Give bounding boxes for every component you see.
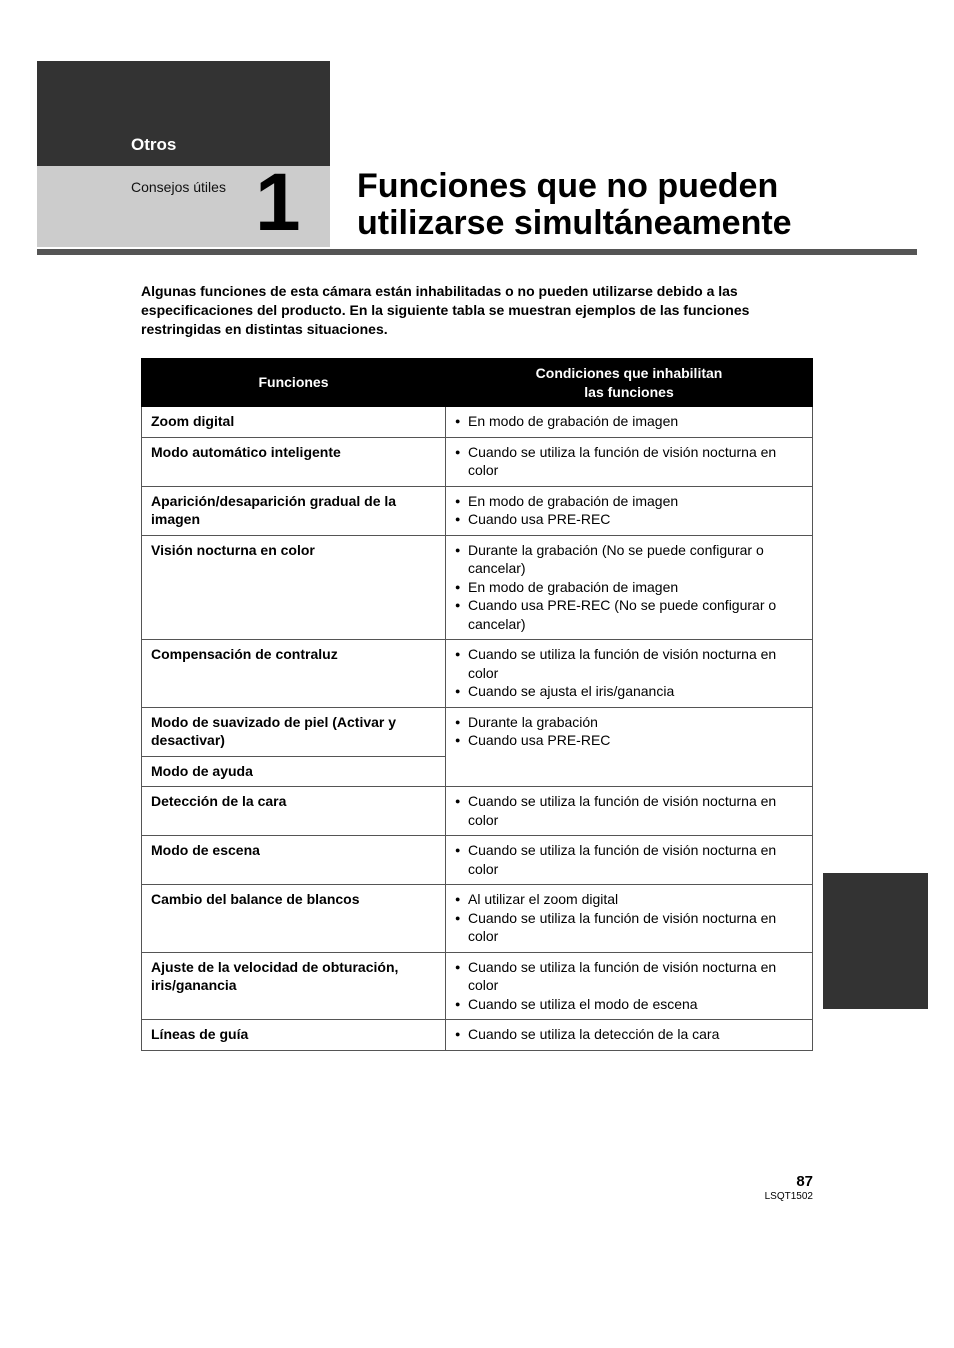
table-row <box>142 437 813 486</box>
column-header-functions: Funciones <box>142 359 446 407</box>
condition-item: ● En modo de grabación de imagen <box>455 412 804 431</box>
condition-item: ● Cuando usa PRE-REC (No se puede configurar o cancelar) <box>455 596 804 633</box>
section-title: Otros <box>131 135 177 154</box>
topic-number: 1 <box>255 157 301 248</box>
condition-item: ● Cuando se utiliza la función de visión nocturna en color <box>455 645 804 682</box>
subsection-title: Consejos útiles <box>131 179 226 195</box>
table-row <box>142 640 813 708</box>
table-header-row <box>142 359 813 407</box>
conditions-cell <box>446 707 813 787</box>
conditions-cell <box>446 952 813 1020</box>
function-cell: Modo de ayuda <box>142 756 446 787</box>
condition-item: ● Cuando se utiliza la función de visión nocturna en color <box>455 958 804 995</box>
table-row <box>142 885 813 953</box>
conditions-cell <box>446 407 813 438</box>
conditions-cell <box>446 486 813 535</box>
column-header-conditions-line2: las funciones <box>584 383 674 400</box>
conditions-cell <box>446 1020 813 1051</box>
conditions-cell <box>446 885 813 953</box>
function-cell: Modo automático inteligente <box>142 437 446 486</box>
table-row <box>142 486 813 535</box>
function-cell: Líneas de guía <box>142 1020 446 1051</box>
page-number: 87 <box>796 1173 813 1190</box>
column-header-conditions-line1: Condiciones que inhabilitan <box>535 364 723 381</box>
document-code: LSQT1502 <box>764 1191 813 1202</box>
conditions-cell <box>446 787 813 836</box>
function-cell: Zoom digital <box>142 407 446 438</box>
condition-item: ● Cuando se utiliza la función de visión nocturna en color <box>455 909 804 946</box>
condition-item: ● Durante la grabación (No se puede configurar o cancelar) <box>455 541 804 578</box>
function-cell: Ajuste de la velocidad de obturación, iris/ganancia <box>142 952 446 1020</box>
column-header-conditions <box>446 359 813 407</box>
restrictions-table <box>141 358 813 1051</box>
chapter-side-tab <box>823 873 928 1009</box>
condition-item: ● Cuando se utiliza la función de visión nocturna en color <box>455 841 804 878</box>
table-row <box>142 407 813 438</box>
function-cell: Compensación de contraluz <box>142 640 446 708</box>
function-cell: Modo de escena <box>142 836 446 885</box>
conditions-cell <box>446 535 813 640</box>
function-cell: Aparición/desaparición gradual de la imagen <box>142 486 446 535</box>
table-row <box>142 535 813 640</box>
conditions-cell <box>446 437 813 486</box>
table-row <box>142 787 813 836</box>
function-cell: Detección de la cara <box>142 787 446 836</box>
condition-item: ● Durante la grabación <box>455 713 804 732</box>
section-header-band <box>37 61 330 166</box>
condition-item: ● Cuando se utiliza la función de visión nocturna en color <box>455 792 804 829</box>
intro-paragraph: Algunas funciones de esta cámara están inhabilitadas o no pueden utilizarse debido a las especificaciones del producto. En la siguiente tabla se muestran ejemplos de las funciones restringidas en distintas situaciones. <box>141 283 750 337</box>
page-title-line2: utilizarse simultáneamente <box>357 204 792 242</box>
condition-item: ● Cuando se utiliza la detección de la cara <box>455 1025 804 1044</box>
conditions-cell <box>446 640 813 708</box>
condition-item: ● Cuando usa PRE-REC <box>455 731 804 750</box>
condition-item: ● En modo de grabación de imagen <box>455 492 804 511</box>
conditions-cell <box>446 836 813 885</box>
page-title <box>357 168 917 242</box>
title-divider <box>37 249 917 255</box>
condition-item: ● Cuando usa PRE-REC <box>455 510 804 529</box>
table-row <box>142 836 813 885</box>
condition-item: ● Cuando se ajusta el iris/ganancia <box>455 682 804 701</box>
function-cell: Modo de suavizado de piel (Activar y desactivar) <box>142 707 446 756</box>
table-row <box>142 952 813 1020</box>
function-cell: Cambio del balance de blancos <box>142 885 446 953</box>
table-row <box>142 707 813 756</box>
condition-item: ● Cuando se utiliza el modo de escena <box>455 995 804 1014</box>
condition-item: ● Al utilizar el zoom digital <box>455 890 804 909</box>
condition-item: ● Cuando se utiliza la función de visión nocturna en color <box>455 443 804 480</box>
function-cell: Visión nocturna en color <box>142 535 446 640</box>
page-title-line1: Funciones que no pueden <box>357 167 779 205</box>
condition-item: ● En modo de grabación de imagen <box>455 578 804 597</box>
table-row <box>142 1020 813 1051</box>
